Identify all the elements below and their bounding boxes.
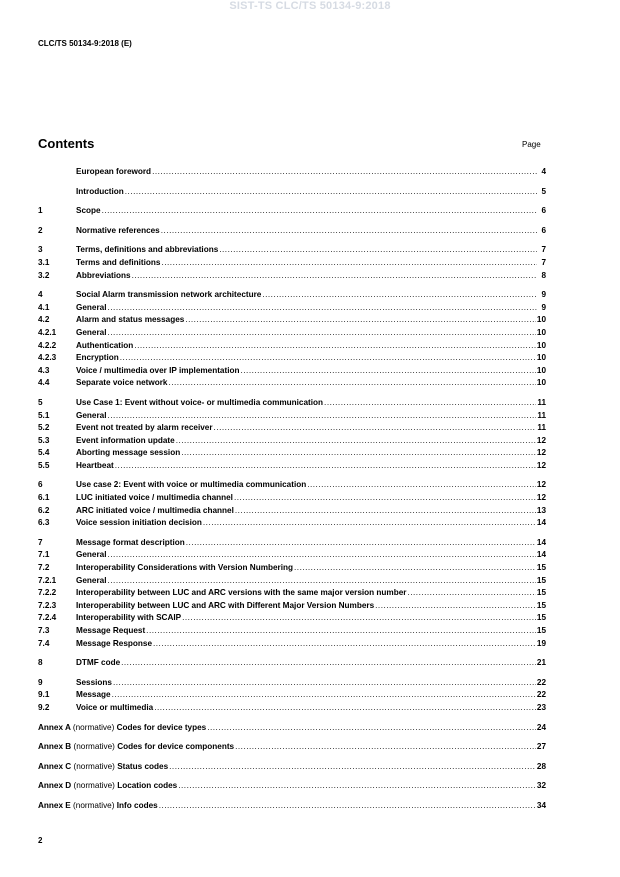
dot-leader xyxy=(262,289,537,302)
toc-annex-title xyxy=(38,780,177,793)
toc-entry[interactable] xyxy=(38,638,546,651)
page-column-label: Page xyxy=(522,140,541,149)
toc-section-title: Message format description xyxy=(76,537,185,547)
toc-spacer xyxy=(38,282,546,289)
toc-annex-title xyxy=(38,800,158,813)
dot-leader xyxy=(176,435,536,448)
dot-leader xyxy=(121,657,536,670)
annex-title: Codes for device types xyxy=(116,722,207,732)
toc-page-number: 4 xyxy=(541,167,546,176)
toc-entry[interactable] xyxy=(38,257,546,270)
toc-spacer xyxy=(38,754,546,761)
toc-section-number: 5.3 xyxy=(38,435,50,445)
annex-title: Codes for device components xyxy=(117,742,235,752)
toc-entry[interactable] xyxy=(38,492,546,505)
dot-leader xyxy=(185,314,536,327)
toc-section-title: General xyxy=(76,550,107,560)
toc-entry[interactable] xyxy=(38,722,546,735)
toc-entry[interactable] xyxy=(38,166,546,179)
toc-section-number: 7.2.1 xyxy=(38,575,57,585)
toc-section-number: 3.1 xyxy=(38,257,50,267)
dot-leader xyxy=(159,800,536,813)
dot-leader xyxy=(154,702,536,715)
toc-entry[interactable] xyxy=(38,460,546,473)
toc-entry[interactable] xyxy=(38,435,546,448)
toc-entry[interactable] xyxy=(38,517,546,530)
dot-leader xyxy=(203,517,536,530)
toc-page-number: 15 xyxy=(536,613,546,623)
toc-section-number: 8 xyxy=(38,658,43,668)
dot-leader xyxy=(108,410,537,423)
toc-page-number: 14 xyxy=(536,537,546,547)
toc-entry[interactable] xyxy=(38,225,546,238)
toc-section-number: 7.1 xyxy=(38,550,50,560)
toc-entry[interactable] xyxy=(38,422,546,435)
toc-entry[interactable] xyxy=(38,625,546,638)
toc-entry[interactable] xyxy=(38,289,546,302)
toc-page-number: 23 xyxy=(536,702,546,712)
toc-page-number: 6 xyxy=(541,225,546,235)
toc-page-number: 28 xyxy=(536,761,546,771)
toc-section-title: Interoperability between LUC and ARC with Different Major Version Numbers xyxy=(76,600,375,610)
toc-page-number: 7 xyxy=(541,245,546,255)
dot-leader xyxy=(181,447,536,460)
toc-section-title: Message xyxy=(76,690,111,700)
toc-spacer xyxy=(38,390,546,397)
toc-entry[interactable] xyxy=(38,800,546,813)
toc-page-number: 10 xyxy=(536,378,546,388)
toc-section-title: Introduction xyxy=(76,186,124,196)
toc-section-number: 6.1 xyxy=(38,493,50,503)
toc-annex-title xyxy=(38,761,168,774)
toc-section-number: 9.1 xyxy=(38,690,50,700)
toc-page-number: 5 xyxy=(541,186,546,196)
dot-leader xyxy=(108,575,536,588)
annex-qualifier: (normative) xyxy=(73,761,115,771)
toc-section-number: 7.2.3 xyxy=(38,600,57,610)
toc-page-number: 9 xyxy=(541,290,546,300)
dot-leader xyxy=(108,549,536,562)
toc-section-title: Heartbeat xyxy=(76,460,114,470)
toc-entry[interactable] xyxy=(38,702,546,715)
toc-spacer xyxy=(38,179,546,186)
toc-section-title: LUC initiated voice / multimedia channel xyxy=(76,493,233,503)
annex-title: Status codes xyxy=(117,761,169,771)
toc-section-number: 1 xyxy=(38,206,43,216)
toc-entry[interactable] xyxy=(38,612,546,625)
toc-section-title: Normative references xyxy=(76,225,160,235)
toc-section-title: General xyxy=(76,410,107,420)
toc-spacer xyxy=(38,670,546,677)
annex-qualifier: (normative) xyxy=(73,781,115,791)
toc-entry[interactable] xyxy=(38,244,546,257)
toc-entry[interactable] xyxy=(38,677,546,690)
toc-section-title: Authentication xyxy=(76,340,134,350)
toc-section-title: Voice / multimedia over IP implementation xyxy=(76,365,240,375)
toc-annex-title xyxy=(38,741,234,754)
dot-leader xyxy=(234,492,536,505)
toc-section-title: Event not treated by alarm receiver xyxy=(76,423,213,433)
toc-section-title: General xyxy=(76,302,107,312)
dot-leader xyxy=(108,327,536,340)
toc-section-number: 7.2.4 xyxy=(38,613,57,623)
toc-entry[interactable] xyxy=(38,205,546,218)
toc-entry[interactable] xyxy=(38,397,546,410)
toc-section-title: Encryption xyxy=(76,353,119,363)
toc-section-title: Use case 2: Event with voice or multimedia communication xyxy=(76,480,307,490)
toc-page-number: 12 xyxy=(536,448,546,458)
toc-section-number: 6 xyxy=(38,480,43,490)
toc-section-number: 6.3 xyxy=(38,518,50,528)
dot-leader xyxy=(294,562,536,575)
toc-section-number: 7.4 xyxy=(38,638,50,648)
dot-leader xyxy=(186,537,536,550)
toc-page-number: 11 xyxy=(537,410,546,420)
toc-entry[interactable] xyxy=(38,479,546,492)
toc-entry[interactable] xyxy=(38,761,546,774)
annex-label: Annex B xyxy=(38,742,72,752)
toc-section-number: 9.2 xyxy=(38,702,50,712)
toc-page-number: 22 xyxy=(536,677,546,687)
dot-leader xyxy=(161,225,537,238)
toc-page-number: 15 xyxy=(536,600,546,610)
toc-section-title: Message Response xyxy=(76,638,152,648)
toc-page-number: 34 xyxy=(536,800,546,810)
toc-entry[interactable] xyxy=(38,741,546,754)
toc-page-number: 11 xyxy=(537,423,546,433)
toc-section-title: Terms and definitions xyxy=(76,257,161,267)
annex-label: Annex D xyxy=(38,781,72,791)
toc-section-number: 4.2.2 xyxy=(38,340,57,350)
toc-section-number: 4.3 xyxy=(38,365,50,375)
toc-section-title: DTMF code xyxy=(76,658,121,668)
document-id: CLC/TS 50134-9:2018 (E) xyxy=(38,39,132,48)
toc-page-number: 32 xyxy=(536,781,546,791)
toc-entry[interactable] xyxy=(38,780,546,793)
toc-spacer xyxy=(38,650,546,657)
toc-section-number: 4.2.3 xyxy=(38,353,57,363)
annex-qualifier: (normative) xyxy=(73,800,115,810)
dot-leader xyxy=(235,741,536,754)
toc-page-number: 14 xyxy=(536,550,546,560)
toc-entry[interactable] xyxy=(38,600,546,613)
dot-leader xyxy=(153,638,536,651)
toc-section-title: Interoperability between LUC and ARC versions with the same major version number xyxy=(76,588,407,598)
toc-section-title: ARC initiated voice / multimedia channel xyxy=(76,505,234,515)
toc-section-title: General xyxy=(76,575,107,585)
toc-entry[interactable] xyxy=(38,562,546,575)
toc-page-number: 10 xyxy=(536,353,546,363)
dot-leader xyxy=(178,780,536,793)
toc-section-title: European foreword xyxy=(76,167,152,176)
annex-qualifier: (normative) xyxy=(73,742,115,752)
table-of-contents xyxy=(38,166,546,813)
toc-section-number: 4.4 xyxy=(38,378,50,388)
toc-section-title: Voice session initiation decision xyxy=(76,518,202,528)
toc-entry[interactable] xyxy=(38,302,546,315)
toc-entry[interactable] xyxy=(38,314,546,327)
watermark: SIST-TS CLC/TS 50134-9:2018 xyxy=(229,0,391,12)
toc-section-number: 5.1 xyxy=(38,410,50,420)
toc-page-number: 6 xyxy=(541,206,546,216)
dot-leader xyxy=(214,422,537,435)
toc-page-number: 13 xyxy=(536,505,546,515)
toc-page-number: 7 xyxy=(541,257,546,267)
toc-spacer xyxy=(38,218,546,225)
toc-spacer xyxy=(38,198,546,205)
dot-leader xyxy=(112,689,536,702)
toc-section-title: Abbreviations xyxy=(76,270,131,280)
toc-page-number: 27 xyxy=(536,742,546,752)
dot-leader xyxy=(168,377,535,390)
toc-page-number: 12 xyxy=(536,493,546,503)
dot-leader xyxy=(113,677,536,690)
toc-page-number: 12 xyxy=(536,460,546,470)
annex-label: Annex E xyxy=(38,800,71,810)
dot-leader xyxy=(182,612,536,625)
dot-leader xyxy=(152,166,537,179)
dot-leader xyxy=(169,761,536,774)
dot-leader xyxy=(120,352,536,365)
toc-entry[interactable] xyxy=(38,505,546,518)
dot-leader xyxy=(134,340,536,353)
toc-page-number: 14 xyxy=(536,518,546,528)
toc-annex-title xyxy=(38,722,206,735)
annex-qualifier: (normative) xyxy=(72,722,115,732)
toc-page-number: 15 xyxy=(536,563,546,573)
toc-section-title: Social Alarm transmission network architecture xyxy=(76,290,262,300)
contents-title: Contents xyxy=(38,136,95,151)
toc-section-number: 2 xyxy=(38,225,43,235)
dot-leader xyxy=(102,205,537,218)
toc-section-number: 5.4 xyxy=(38,448,50,458)
dot-leader xyxy=(324,397,536,410)
toc-entry[interactable] xyxy=(38,537,546,550)
toc-section-title: Alarm and status messages xyxy=(76,315,185,325)
toc-section-title: Use Case 1: Event without voice- or multimedia communication xyxy=(76,397,324,407)
toc-section-title: Event information update xyxy=(76,435,175,445)
toc-section-number: 5.5 xyxy=(38,460,50,470)
toc-page-number: 11 xyxy=(537,397,546,407)
toc-page-number: 15 xyxy=(536,588,546,598)
toc-section-number: 4 xyxy=(38,290,43,300)
toc-section-title: Aborting message session xyxy=(76,448,181,458)
dot-leader xyxy=(407,587,535,600)
toc-entry[interactable] xyxy=(38,549,546,562)
toc-section-title: Message Request xyxy=(76,626,146,635)
toc-entry[interactable] xyxy=(38,327,546,340)
dot-leader xyxy=(125,186,537,199)
toc-page-number: 22 xyxy=(536,690,546,700)
toc-entry[interactable] xyxy=(38,410,546,423)
toc-entry[interactable] xyxy=(38,186,546,199)
dot-leader xyxy=(108,302,538,315)
toc-section-title: General xyxy=(76,327,107,337)
toc-page-number: 9 xyxy=(541,302,546,312)
dot-leader xyxy=(241,365,536,378)
dot-leader xyxy=(307,479,536,492)
toc-section-title: Sessions xyxy=(76,677,112,687)
toc-spacer xyxy=(38,472,546,479)
toc-page-number: 21 xyxy=(536,658,546,668)
toc-section-number: 4.2 xyxy=(38,315,50,325)
toc-section-number: 7.2.2 xyxy=(38,588,57,598)
dot-leader xyxy=(132,270,537,283)
toc-section-title: Terms, definitions and abbreviations xyxy=(76,245,219,255)
toc-entry[interactable] xyxy=(38,575,546,588)
dot-leader xyxy=(375,600,536,613)
toc-page-number: 12 xyxy=(536,435,546,445)
toc-section-number: 4.1 xyxy=(38,302,50,312)
toc-section-number: 7.3 xyxy=(38,626,50,635)
toc-section-title: Voice or multimedia xyxy=(76,702,154,712)
toc-section-number: 4.2.1 xyxy=(38,327,57,337)
toc-page-number: 10 xyxy=(536,315,546,325)
toc-section-title: Interoperability with SCAIP xyxy=(76,613,182,623)
dot-leader xyxy=(161,257,537,270)
dot-leader xyxy=(219,244,537,257)
toc-page-number: 10 xyxy=(536,365,546,375)
toc-entry[interactable] xyxy=(38,270,546,283)
toc-entry[interactable] xyxy=(38,587,546,600)
toc-page-number: 15 xyxy=(536,575,546,585)
toc-section-title: Scope xyxy=(76,206,101,216)
toc-section-title: Separate voice network xyxy=(76,378,168,388)
toc-section-number: 5.2 xyxy=(38,423,50,433)
dot-leader xyxy=(146,625,536,638)
toc-entry[interactable] xyxy=(38,352,546,365)
toc-section-title: Interoperability Considerations with Version Numbering xyxy=(76,563,294,573)
toc-page-number: 10 xyxy=(536,327,546,337)
annex-title: Location codes xyxy=(117,781,178,791)
toc-spacer xyxy=(38,734,546,741)
toc-entry[interactable] xyxy=(38,447,546,460)
toc-section-number: 9 xyxy=(38,677,43,687)
toc-section-number: 6.2 xyxy=(38,505,50,515)
toc-section-number: 7 xyxy=(38,537,43,547)
toc-entry[interactable] xyxy=(38,377,546,390)
toc-entry[interactable] xyxy=(38,689,546,702)
toc-page-number: 19 xyxy=(536,638,546,648)
toc-page-number: 24 xyxy=(536,722,546,732)
annex-title: Info codes xyxy=(116,800,158,810)
toc-spacer xyxy=(38,530,546,537)
toc-spacer xyxy=(38,715,546,722)
toc-entry[interactable] xyxy=(38,340,546,353)
dot-leader xyxy=(207,722,536,735)
toc-spacer xyxy=(38,773,546,780)
toc-section-number: 7.2 xyxy=(38,563,50,573)
toc-entry[interactable] xyxy=(38,365,546,378)
dot-leader xyxy=(235,505,536,518)
toc-page-number: 10 xyxy=(536,340,546,350)
toc-page-number: 8 xyxy=(541,270,546,280)
toc-section-number: 3.2 xyxy=(38,270,50,280)
toc-section-number: 3 xyxy=(38,245,43,255)
toc-entry[interactable] xyxy=(38,657,546,670)
annex-label: Annex C xyxy=(38,761,72,771)
toc-spacer xyxy=(38,237,546,244)
toc-spacer xyxy=(38,793,546,800)
annex-label: Annex A xyxy=(38,722,71,732)
page-number: 2 xyxy=(38,836,43,845)
toc-section-number: 5 xyxy=(38,397,43,407)
toc-page-number: 15 xyxy=(536,626,546,635)
dot-leader xyxy=(115,460,536,473)
toc-page-number: 12 xyxy=(536,480,546,490)
